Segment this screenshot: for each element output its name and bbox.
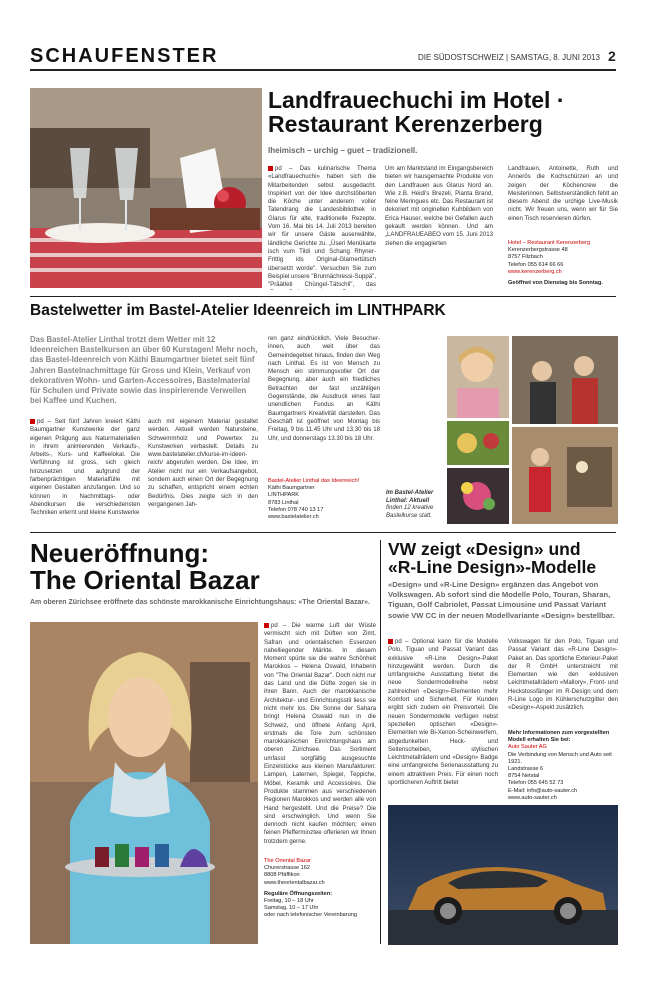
header-rule: [30, 69, 616, 71]
article1-title: Landfrauechuchi im Hotel · Restaurant Kerenzerberg: [268, 87, 565, 138]
article1-address: Hotel – Restaurant Kerenzerberg Kerenzerbergstrasse 48 8757 Filzbach Telefon 055 614 66 66 www.kerenzerberg.ch Geöffnet von Dienstag bis Sonntag.: [508, 240, 603, 287]
divider: [30, 296, 616, 297]
girl-crafting-photo: [447, 336, 509, 418]
restaurant-table-photo: [30, 88, 262, 288]
flower-decoration-photo: [447, 468, 509, 524]
article4-col1: pd – Optional kann für die Modelle Polo, Tiguan und Passat Variant das exklusive «R-Line Design»-Paket hinzugewählt werden. Durch die umfangreiche Ausstattung bietet die neue Sondermodellreihe nebst zahlreichen «Design»-Elementen mehr Komfort und Sicherheit. Für Kunden ergibt sich zudem ein Preisvorteil. Die neuen Sondermodelle verfügen nebst speziellen optischen «Design»-Elementen wie Bi-Xenon-Scheinwerfern, abgedunkelten Heck- und Seitenscheiben, stylischen Leichtmetallrädern und «Design» Badge eine umfangreiche Serienausstattung zu einem attraktiven Preis. Für einen noch sportlicheren Auftritt bietet: [388, 638, 498, 787]
page-number: 2: [608, 48, 616, 64]
shop-interior-photo: [512, 427, 618, 524]
article2-caption: Im Bastel-Atelier Linthal: Aktuell finden 12 kreative Bastelkurse statt.: [386, 490, 434, 519]
article4-title: VW zeigt «Design» und «R-Line Design»-Modelle: [388, 539, 597, 578]
article4-lead: «Design» und «R-Line Design» ergänzen das Angebot von Volkswagen. Ab sofort sind die Modelle Polo, Touran, Sharan, Tiguan, Golf Cabriolet, Passat Limousine und Passat Variant sowie VW CC in der neuen Modellvariante «Design» bestellbar.: [388, 580, 615, 620]
divider: [30, 532, 616, 533]
article2-col3: ren ganz eindrücklich. Viele Besucher-innen, auch weit über das Gemeindegebiet hinaus, finden den Weg nach Linthal. Es ist von Mensch zu Mensch ein stimmungsvoller Ort der Begegnung, aber auch ein friedliches Betrachten der fast unzähligen Gegenstände, die Ausdruck eines fast unendlichen Fundus an Käthi Baumgartners Kreativität darstellen. Das Geschäft ist geöffnet von Montag bis Freitag, 9 bis 11.45 Uhr und 13.30 bis 18 Uhr, und donnerstags 13.30 bis 18 Uhr.: [268, 335, 380, 442]
article3-body: pd – Die warme Luft der Wüste vermischt sich mit Düften von Zimt, Safran und orientalischen Essenzen nahelliegender Märkte. In diesem Moment spürte sie die wahre Schönheit Marokkos – Helena Oswald, Inhaberin von "The Oriental Bazar". Doch nicht nur das Land und die Düfte zogen sie in ihren Bann. Auch der marokkanische Architektur- und Einrichtungsstil liess sie nicht mehr los. Die Sonne der Sahara bringt Helena Oswald nun in die Schweiz, und öffnete Anfang April, erstmals die Tore zum schönsten marokkanischen Einrichtungshaus am oberen Zürichsee. Das Sortiment umfasst sorgfältig ausgesuchte Einzelstücke aus kleinen Manufakturen: Lampen, Laternen, Spiegel, Teppiche, Möbel, Keramik und Accessoires. Die Produkte stammen aus verschiedenen Regionen Marokkos und werden alle von Hand hergestellt. Und die Preise? Die sind erschwinglich. Und wenn Sie dennoch nicht kaufen möchten; einen feinen Pfefferminztee offerieren wir Ihnen trotzdem gerne.: [264, 622, 376, 845]
atelier-visitors-photo: [512, 336, 618, 424]
article2-lead: Das Bastel-Atelier Linthal trotzt dem Wetter mit 12 Ideenreichen Bastelkursen an über 60 Kurstagen! Mehr noch, das Bastel-Ideenreich von Käthi Baumgartner bietet seit fünf Jahren Bastelnachmittage für Gross und Klein, Verkauf von dekorativen Wohn- und Garten-Accessoires, Bastelmaterial für Schulen und Private sowie das inspirierende Verweilen bei Kaffee und Kuchen.: [30, 335, 258, 406]
craft-table-photo: [447, 421, 509, 465]
article3-address: The Oriental Bazar Churerstrasse 162 8808 Pfäffikon www.theorientalbazar.ch Reguläre Öffnungszeiten: Freitag, 10 – 18 Uhr Samstag, 10 – 17 Uhr oder nach telefonischer Vereinbarung: [264, 858, 357, 919]
newspaper-date: DIE SÜDOSTSCHWEIZ | SAMSTAG, 8. JUNI 2013: [418, 53, 600, 62]
article4-address: Mehr Informationen zum vorgestellten Modell erhalten Sie bei: Auto Sauter AG Die Verbindung von Mensch und Auto seit 1921. Landstrasse 6 8754 Netstal Telefon 055 645 52 73 E-Mail: info@auto-sauter.ch www.auto-sauter.ch: [508, 730, 612, 801]
article2-title: Bastelwetter im Bastel-Atelier Ideenreich im LINTHPARK: [30, 302, 446, 319]
article3-kicker: Am oberen Zürichsee eröffnete das schönste marokkanische Einrichtungshaus: «The Oriental Bazar».: [30, 599, 370, 606]
column-divider: [380, 540, 381, 944]
article1-col3: Landfrauen, Antoinette, Ruth und Annerös die Kochschürzen an und zeigen der Köchencrew die Meisterinnen. Selbstverständlich fehlt an diesem Abend die urchige Live-Musik nicht. Wir freuen uns, wenn wir für Sie einen Tisch reservieren dürfen.: [508, 165, 618, 222]
article2-col1: pd – Seit fünf Jahren kreiert Käthi Baumgartner Kunstwerke der ganz eigenen Prägung aus Naturmaterialien in ihrem animierenden Verkaufs-, Arbeits-, Kurs- und Kaffeelokal. Die Verführung ist gross, sich gleich hinzusetzen und aufgrund der farbenprächtigen Materialfülle mit eigenen Gestalten anzufangen. Und so können in Nachmittags- oder Abendkursen die verschiedensten Techniken erlernt und kleine Kunstwerke: [30, 418, 140, 517]
article2-address: Bastel-Atelier Linthal das Ideenreich! Käthi Baumgartner LINTHPARK 8783 Linthal Telefon 078 740 13 17 www.bastelatelier.ch: [268, 478, 360, 521]
article3-title: Neueröffnung: The Oriental Bazar: [30, 538, 260, 596]
article2-col2: auch mit eigenem Material gestaltet werden. Aktuell werden Natursteine, Schwemmholz und Powertex zu Kunstwerken verbastelt. Details zu www.bastelatelier.ch/kurse-im-ideen-reich/ abgerufen werden. Die Idee, im Atelier nicht nur ein Verkaufsangebot, sondern auch einen Ort der Begegnung zu schaffen, entspricht einem echten Bedürfnis. Dies zeigte sich in den vergangenen Jah-: [148, 418, 258, 508]
article1-col2: Um am Marktstand im Eingangsbereich bieten wir hausgemachte Produkte von den Landfrauen aus Glarus Nord an. Wie z.B. Heidi's Brezeli, Pianta Brand, feine Meringues etc. Das Restaurant ist dekoriert mit originellen Kuhbildern von Erica Hauser, welche bei Gefallen auch gekauft werden können. Und am „LANDFRAUEABEO vom 15. Juni 2013 ziehen die engagierten: [385, 165, 493, 247]
article1-kicker: Iheimisch – urchig – guet – tradizionell.: [268, 146, 418, 155]
shop-owner-photo: [30, 622, 258, 944]
vw-car-photo: [388, 805, 618, 945]
article4-col2: Volkswagen für den Polo, Tiguan und Passat Variant das «R-Line Design»-Paket an. Das sportliche Exterieur-Paket der R GmbH unterstreicht mit Elementen wie den exklusiven Leichtmetallrädern «Mallory», Front- und Heckstossfänger im R-Design und dem R-Line Logo im Kühlerschutzgitter den «Design»-Aspekt zusätzlich.: [508, 638, 618, 712]
article1-col1: pd – Das kulinarische Thema «Landfrauechuchi» haben sich die Mitarbeitenden selbst ausgedacht. Inspiriert von der Idee durchstöberten die Köche unter anderem voller Tatendrang die Landesbibliothek in Glarus für alte, traditionelle Rezepte. Vom 16. Mai bis 14. Juli 2013 bereiten wir für unsere Gäste auserwählte, ländliche Gerichte zu. „Üseri Menükarte isch vum Tildi und Schang Rhyner-Frittig ids Original-Glarnertütsch übersetzt worde". Versuchen Sie zum Beispiel unsere "Brunnächressi-Suppä", "Präätleti Chüngel-Tätschli", das: [268, 165, 376, 289]
section-title: SCHAUFENSTER: [30, 45, 219, 67]
